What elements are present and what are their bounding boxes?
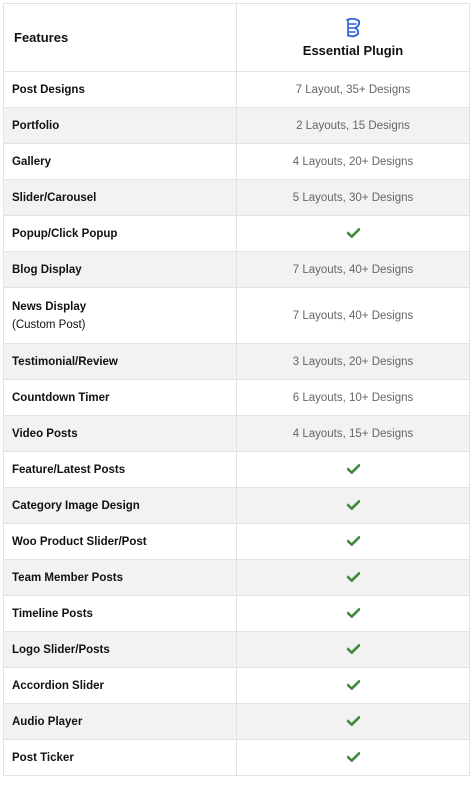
feature-value-cell [237,108,470,144]
feature-value-cell [237,632,470,668]
table-row [4,108,470,144]
feature-value-cell [237,596,470,632]
checkmark-icon [347,752,360,762]
features-column-header: Features [4,4,237,72]
feature-name: Logo Slider/Posts [12,643,110,656]
feature-name-cell [4,288,237,344]
table-row [4,144,470,180]
feature-name: Category Image Design [12,499,140,512]
feature-name-cell [4,668,237,704]
feature-name-cell [4,144,237,180]
checkmark-icon [347,716,360,726]
table-row [4,416,470,452]
feature-name-cell [4,416,237,452]
table-row [4,668,470,704]
feature-value: 4 Layouts, 15+ Designs [292,427,414,440]
feature-value-cell [237,524,470,560]
feature-name-cell [4,560,237,596]
table-body [4,72,470,776]
feature-value-cell [237,704,470,740]
feature-name: Video Posts [12,427,78,440]
table-row [4,72,470,108]
feature-name: Popup/Click Popup [12,227,118,240]
feature-value: 6 Layouts, 10+ Designs [292,391,414,404]
table-row [4,180,470,216]
checkmark-icon [347,680,360,690]
comparison-table-wrapper [3,3,469,776]
feature-name-cell [4,632,237,668]
feature-name-cell [4,72,237,108]
table-row [4,216,470,252]
feature-name: Feature/Latest Posts [12,463,126,476]
feature-name-cell [4,380,237,416]
feature-value-cell [237,288,470,344]
feature-name: Audio Player [12,715,83,728]
features-comparison-table [3,3,470,776]
feature-name: Slider/Carousel [12,191,97,204]
feature-value-cell [237,560,470,596]
table-row [4,560,470,596]
feature-value-cell [237,668,470,704]
table-row [4,704,470,740]
feature-name-cell [4,344,237,380]
plugin-column-header [237,4,470,72]
table-row [4,488,470,524]
feature-value-cell [237,72,470,108]
feature-name: Post Designs [12,83,85,96]
feature-value: 5 Layouts, 30+ Designs [292,191,414,204]
table-row [4,452,470,488]
feature-value-cell [237,180,470,216]
feature-name: Woo Product Slider/Post [12,535,147,548]
feature-value: 3 Layouts, 20+ Designs [292,355,414,368]
feature-name-cell [4,452,237,488]
feature-name: Gallery [12,155,51,168]
feature-name: Post Ticker [12,751,74,764]
feature-value: 2 Layouts, 15 Designs [296,119,410,132]
table-row [4,632,470,668]
feature-value-cell [237,344,470,380]
feature-name: Timeline Posts [12,607,93,620]
feature-value: 4 Layouts, 20+ Designs [292,155,414,168]
checkmark-icon [347,500,360,510]
table-header-row [4,4,470,72]
plugin-name: Essential Plugin [302,42,404,58]
feature-value-cell [237,416,470,452]
checkmark-icon [347,572,360,582]
table-row [4,380,470,416]
feature-value-cell [237,380,470,416]
feature-value-cell [237,216,470,252]
feature-name-cell [4,524,237,560]
feature-value-cell [237,740,470,776]
feature-subtitle: (Custom Post) [12,318,86,331]
feature-name-cell [4,740,237,776]
feature-name: News Display [12,300,87,313]
feature-name: Accordion Slider [12,679,105,692]
feature-value-cell [237,252,470,288]
checkmark-icon [347,644,360,654]
feature-value: 7 Layouts, 40+ Designs [292,309,414,322]
feature-value: 7 Layouts, 40+ Designs [292,263,414,276]
feature-value-cell [237,488,470,524]
feature-name-cell [4,488,237,524]
feature-name-cell [4,216,237,252]
feature-name-cell [4,180,237,216]
feature-name-cell [4,252,237,288]
table-row [4,596,470,632]
feature-value-cell [237,452,470,488]
table-row [4,344,470,380]
checkmark-icon [347,228,360,238]
feature-name: Team Member Posts [12,571,123,584]
table-row [4,524,470,560]
feature-name-cell [4,704,237,740]
table-row [4,288,470,344]
table-row [4,740,470,776]
feature-name: Blog Display [12,263,82,276]
checkmark-icon [347,608,360,618]
checkmark-icon [347,464,360,474]
checkmark-icon [347,536,360,546]
feature-name: Portfolio [12,119,60,132]
feature-value: 7 Layout, 35+ Designs [295,83,411,96]
feature-value-cell [237,144,470,180]
feature-name: Testimonial/Review [12,355,118,368]
essential-plugin-logo-icon [344,18,362,38]
table-row [4,252,470,288]
feature-name-cell [4,108,237,144]
feature-name: Countdown Timer [12,391,110,404]
feature-name-cell [4,596,237,632]
